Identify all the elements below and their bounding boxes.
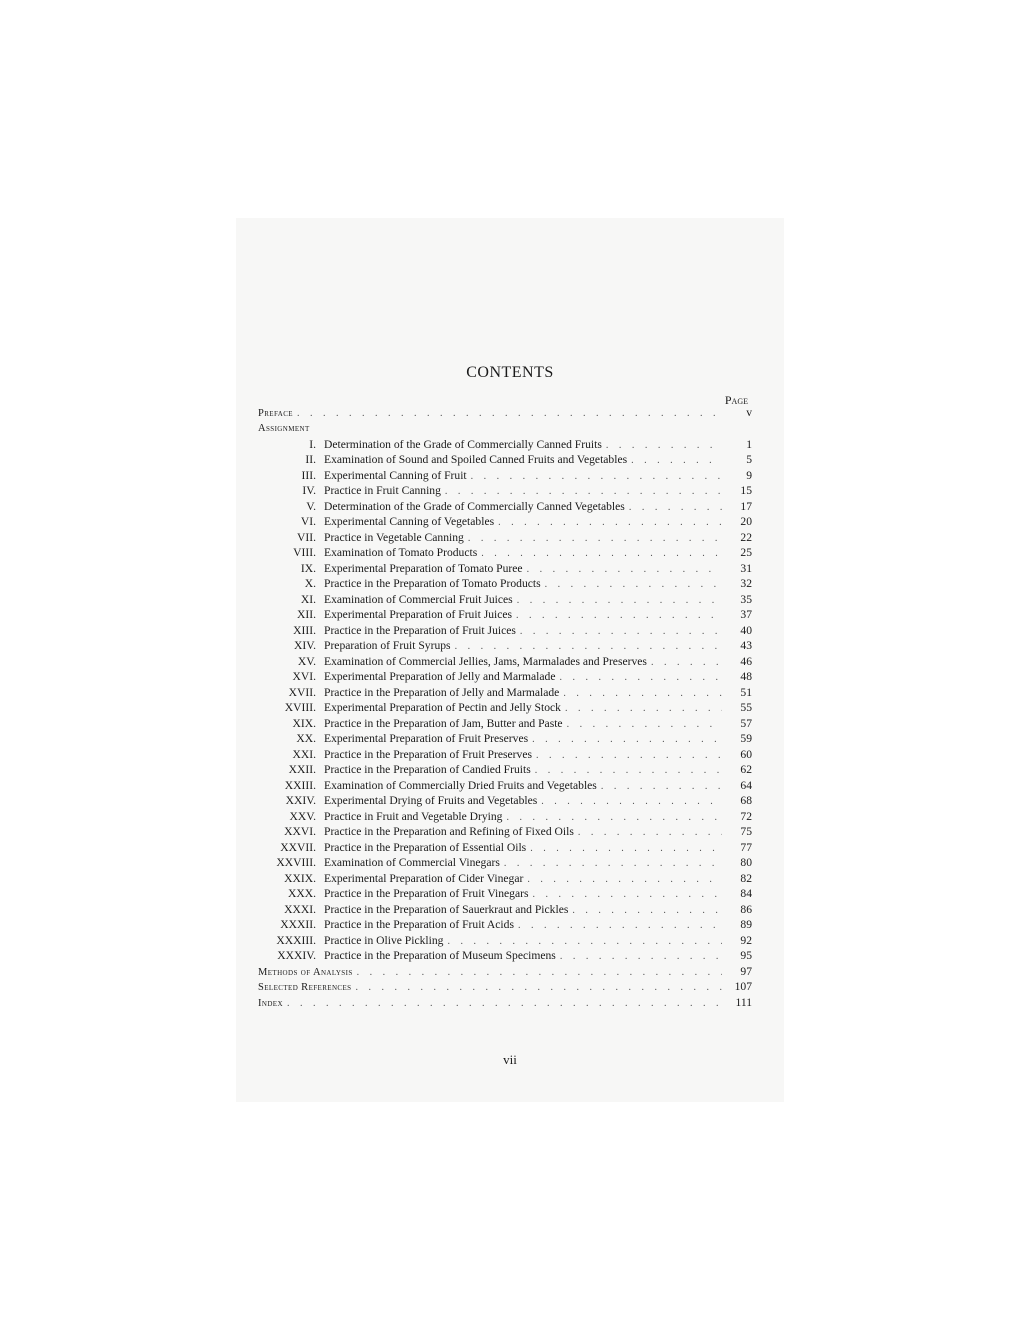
dot-leader — [629, 500, 722, 516]
toc-page-number: 89 — [740, 918, 752, 931]
toc-entry-number: XI. — [300, 592, 316, 606]
toc-entry-number: V. — [306, 499, 316, 513]
toc-entry-number: XXXIII. — [276, 933, 316, 947]
toc-entry-title: Practice in the Preparation of Museum Specimens — [324, 949, 556, 962]
toc-entry-row — [258, 483, 752, 499]
toc-entry-number: XVIII. — [284, 701, 316, 714]
dot-leader — [606, 438, 722, 454]
toc-entry-title: Examination of Commercial Fruit Juices — [324, 592, 513, 606]
toc-page-number: 111 — [735, 995, 752, 1009]
dot-leader — [530, 841, 722, 857]
toc-entry-row — [258, 638, 752, 654]
toc-entry-number: IX. — [300, 561, 316, 575]
toc-entry-title: Examination of Sound and Spoiled Canned Fruits and Vegetables — [324, 453, 628, 466]
dot-leader — [560, 949, 722, 965]
toc-entry-title: Experimental Preparation of Jelly and Marmalade — [324, 670, 556, 683]
dot-leader — [445, 484, 722, 500]
toc-entry-row — [258, 871, 752, 887]
toc-page-number: 51 — [740, 685, 752, 699]
toc-entry-title: Determination of the Grade of Commercially Canned Vegetables — [324, 499, 625, 513]
dot-leader — [536, 748, 722, 764]
toc-entry-number: IV. — [302, 484, 316, 497]
toc-back-matter-row — [258, 979, 752, 995]
toc-page-number: v — [746, 406, 752, 419]
toc-entry-row — [258, 685, 752, 701]
toc-entry-title: Practice in the Preparation of Essential Oils — [324, 840, 527, 854]
toc-entry-row — [258, 437, 752, 453]
toc-back-matter-label: Index — [258, 997, 283, 1009]
toc-entry-number: II. — [305, 453, 316, 466]
dot-leader — [471, 469, 722, 485]
toc-entry-title: Practice in the Preparation of Fruit Preserves — [324, 747, 532, 761]
toc-page-number: 43 — [740, 639, 752, 652]
dot-leader — [567, 717, 722, 733]
toc-page-number: 31 — [740, 561, 752, 575]
toc-entry-number: XXIII. — [284, 778, 316, 792]
toc-entry-row — [258, 902, 752, 918]
toc-entry-number: XXVII. — [280, 840, 316, 854]
toc-entry-title: Determination of the Grade of Commercially Canned Fruits — [324, 437, 602, 451]
toc-entry-title: Experimental Preparation of Fruit Preserves — [324, 732, 529, 745]
toc-entry-number: XXII. — [288, 763, 316, 776]
toc-entry-title: Examination of Commercial Vinegars — [324, 856, 500, 869]
toc-entry-row — [258, 731, 752, 747]
toc-page-number: 46 — [740, 654, 752, 668]
dot-leader — [559, 670, 722, 686]
toc-entry-row — [258, 468, 752, 484]
toc-preface-label: Preface — [258, 408, 293, 419]
toc-entry-title: Practice in the Preparation of Fruit Acids — [324, 918, 514, 931]
toc-entry-title: Practice in the Preparation of Jelly and Marmalade — [324, 685, 560, 699]
toc-entry-row — [258, 933, 752, 949]
toc-entry-row — [258, 840, 752, 856]
toc-entry-row — [258, 607, 752, 623]
toc-entry-number: XXXII. — [280, 918, 316, 931]
table-of-contents — [258, 405, 752, 1010]
toc-entry-title: Practice in Fruit Canning — [324, 484, 441, 497]
toc-entries — [258, 437, 752, 964]
toc-page-number: 22 — [740, 530, 752, 544]
toc-entry-title: Experimental Preparation of Pectin and Jelly Stock — [324, 701, 561, 714]
toc-page-number: 82 — [740, 871, 752, 885]
toc-page-number: 1 — [746, 437, 752, 451]
toc-entry-row — [258, 530, 752, 546]
toc-page-number: 48 — [740, 670, 752, 683]
toc-entry-title: Experimental Drying of Fruits and Vegetables — [324, 794, 538, 807]
toc-entry-title: Examination of Tomato Products — [324, 546, 478, 559]
toc-page-number: 25 — [740, 546, 752, 559]
toc-entry-row — [258, 778, 752, 794]
dot-leader — [527, 562, 722, 578]
toc-entry-title: Practice in Vegetable Canning — [324, 530, 464, 544]
toc-page-number: 107 — [734, 980, 752, 993]
toc-preface-row — [258, 405, 752, 421]
dot-leader — [355, 980, 722, 996]
toc-entry-number: XIV. — [293, 639, 316, 652]
toc-page-number: 68 — [740, 794, 752, 807]
dot-leader — [532, 732, 722, 748]
toc-page-number: 60 — [740, 747, 752, 761]
dot-leader — [287, 996, 722, 1012]
toc-page-number: 59 — [740, 732, 752, 745]
toc-back-matter-label: Selected References — [258, 982, 352, 993]
dot-leader — [565, 701, 722, 717]
toc-page-number: 35 — [740, 592, 752, 606]
toc-page-number: 9 — [746, 468, 752, 482]
toc-entry-row — [258, 499, 752, 515]
toc-entry-row — [258, 917, 752, 933]
toc-entry-number: VIII. — [293, 546, 316, 559]
toc-entry-row — [258, 623, 752, 639]
toc-entry-title: Practice in the Preparation of Tomato Products — [324, 577, 541, 590]
toc-entry-number: XVII. — [288, 685, 316, 699]
toc-entry-number: XVI. — [292, 670, 316, 683]
toc-entry-row — [258, 654, 752, 670]
toc-page-number: 86 — [740, 902, 752, 916]
toc-page-number: 75 — [740, 825, 752, 838]
toc-entry-row — [258, 855, 752, 871]
toc-entry-number: XXXIV. — [277, 949, 316, 962]
toc-back-matter — [258, 964, 752, 1011]
dot-leader — [545, 577, 722, 593]
toc-page-number: 62 — [740, 763, 752, 776]
dot-leader — [518, 918, 722, 934]
toc-page-number: 40 — [740, 623, 752, 637]
dot-leader — [447, 934, 722, 950]
toc-page-number: 95 — [740, 949, 752, 962]
toc-entry-row — [258, 809, 752, 825]
toc-entry-number: XV. — [297, 654, 316, 668]
toc-entry-row — [258, 452, 752, 468]
toc-entry-number: XXXI. — [284, 902, 316, 916]
toc-entry-title: Practice in Fruit and Vegetable Drying — [324, 809, 503, 823]
toc-entry-row — [258, 700, 752, 716]
toc-back-matter-row — [258, 995, 752, 1011]
toc-page-number: 37 — [740, 608, 752, 621]
toc-page-number: 20 — [740, 515, 752, 528]
dot-leader — [601, 779, 722, 795]
toc-page-number: 64 — [740, 778, 752, 792]
toc-entry-title: Experimental Preparation of Tomato Puree — [324, 561, 523, 575]
toc-entry-title: Practice in the Preparation of Fruit Vinegars — [324, 887, 529, 900]
toc-back-matter-row — [258, 964, 752, 980]
toc-entry-title: Practice in the Preparation of Candied Fruits — [324, 763, 531, 776]
dot-leader — [631, 453, 722, 469]
toc-entry-row — [258, 561, 752, 577]
toc-page-number: 55 — [740, 701, 752, 714]
toc-entry-row — [258, 514, 752, 530]
toc-entry-number: XXVI. — [284, 825, 316, 838]
dot-leader — [498, 515, 722, 531]
toc-entry-title: Experimental Preparation of Fruit Juices — [324, 608, 513, 621]
toc-entry-title: Experimental Preparation of Cider Vinegar — [324, 871, 524, 885]
toc-entry-row — [258, 545, 752, 561]
toc-entry-row — [258, 669, 752, 685]
toc-page-number: 77 — [740, 840, 752, 854]
toc-entry-number: XX. — [296, 732, 316, 745]
dot-leader — [297, 406, 722, 422]
toc-entry-row — [258, 747, 752, 763]
toc-entry-number: XXX. — [287, 887, 316, 900]
toc-entry-number: XXV. — [289, 809, 316, 823]
toc-page-number: 17 — [740, 499, 752, 513]
dot-leader — [517, 593, 722, 609]
dot-leader — [481, 546, 722, 562]
dot-leader — [506, 810, 722, 826]
toc-entry-row — [258, 592, 752, 608]
toc-entry-title: Experimental Canning of Vegetables — [324, 515, 495, 528]
dot-leader — [468, 531, 722, 547]
toc-entry-row — [258, 576, 752, 592]
toc-entry-title: Practice in Olive Pickling — [324, 933, 444, 947]
toc-entry-title: Examination of Commercially Dried Fruits and Vegetables — [324, 778, 597, 792]
dot-leader — [651, 655, 722, 671]
toc-entry-number: XIII. — [293, 623, 316, 637]
toc-entry-row — [258, 824, 752, 840]
page-column-label: Page — [724, 393, 748, 407]
toc-entry-title: Practice in the Preparation of Fruit Juices — [324, 623, 516, 637]
page-title: CONTENTS — [466, 364, 554, 381]
assignment-label: Assignment — [258, 422, 310, 434]
toc-entry-title: Practice in the Preparation of Jam, Butter and Paste — [324, 716, 563, 730]
toc-page-number: 5 — [746, 453, 752, 466]
toc-entry-number: XXIV. — [285, 794, 316, 807]
toc-entry-title: Practice in the Preparation of Sauerkraut and Pickles — [324, 902, 569, 916]
toc-entry-row — [258, 886, 752, 902]
dot-leader — [572, 903, 722, 919]
toc-entry-title: Preparation of Fruit Syrups — [324, 639, 451, 652]
toc-entry-number: XXVIII. — [276, 856, 316, 869]
toc-entry-number: XXIX. — [284, 871, 316, 885]
toc-entry-title: Practice in the Preparation and Refining of Fixed Oils — [324, 825, 574, 838]
toc-entry-row — [258, 716, 752, 732]
dot-leader — [516, 608, 722, 624]
dot-leader — [357, 965, 722, 981]
toc-entry-title: Experimental Canning of Fruit — [324, 468, 467, 482]
toc-entry-number: X. — [304, 577, 316, 590]
toc-page-number: 97 — [740, 964, 752, 978]
dot-leader — [527, 872, 722, 888]
dot-leader — [535, 763, 722, 779]
toc-entry-number: VII. — [297, 530, 316, 544]
toc-page-number: 92 — [740, 933, 752, 947]
toc-entry-number: XIX. — [292, 716, 316, 730]
toc-entry-number: III. — [301, 468, 316, 482]
dot-leader — [541, 794, 722, 810]
toc-page-number: 15 — [740, 484, 752, 497]
toc-entry-number: VI. — [300, 515, 316, 528]
dot-leader — [455, 639, 722, 655]
toc-entry-row — [258, 762, 752, 778]
toc-entry-title: Examination of Commercial Jellies, Jams, Marmalades and Preserves — [324, 654, 647, 668]
toc-entry-number: I. — [309, 437, 316, 451]
dot-leader — [533, 887, 723, 903]
assignment-heading-row — [258, 421, 752, 437]
toc-entry-row — [258, 948, 752, 964]
toc-entry-row — [258, 793, 752, 809]
dot-leader — [563, 686, 722, 702]
toc-page-number: 84 — [740, 887, 752, 900]
toc-page-number: 72 — [740, 809, 752, 823]
toc-page-number: 57 — [740, 716, 752, 730]
toc-page-number: 32 — [740, 577, 752, 590]
toc-page-number: 80 — [740, 856, 752, 869]
dot-leader — [504, 856, 722, 872]
toc-entry-number: XII. — [297, 608, 316, 621]
dot-leader — [520, 624, 722, 640]
page-folio: vii — [503, 1052, 517, 1067]
toc-entry-number: XXI. — [292, 747, 316, 761]
dot-leader — [578, 825, 722, 841]
toc-back-matter-label: Methods of Analysis — [258, 966, 353, 978]
